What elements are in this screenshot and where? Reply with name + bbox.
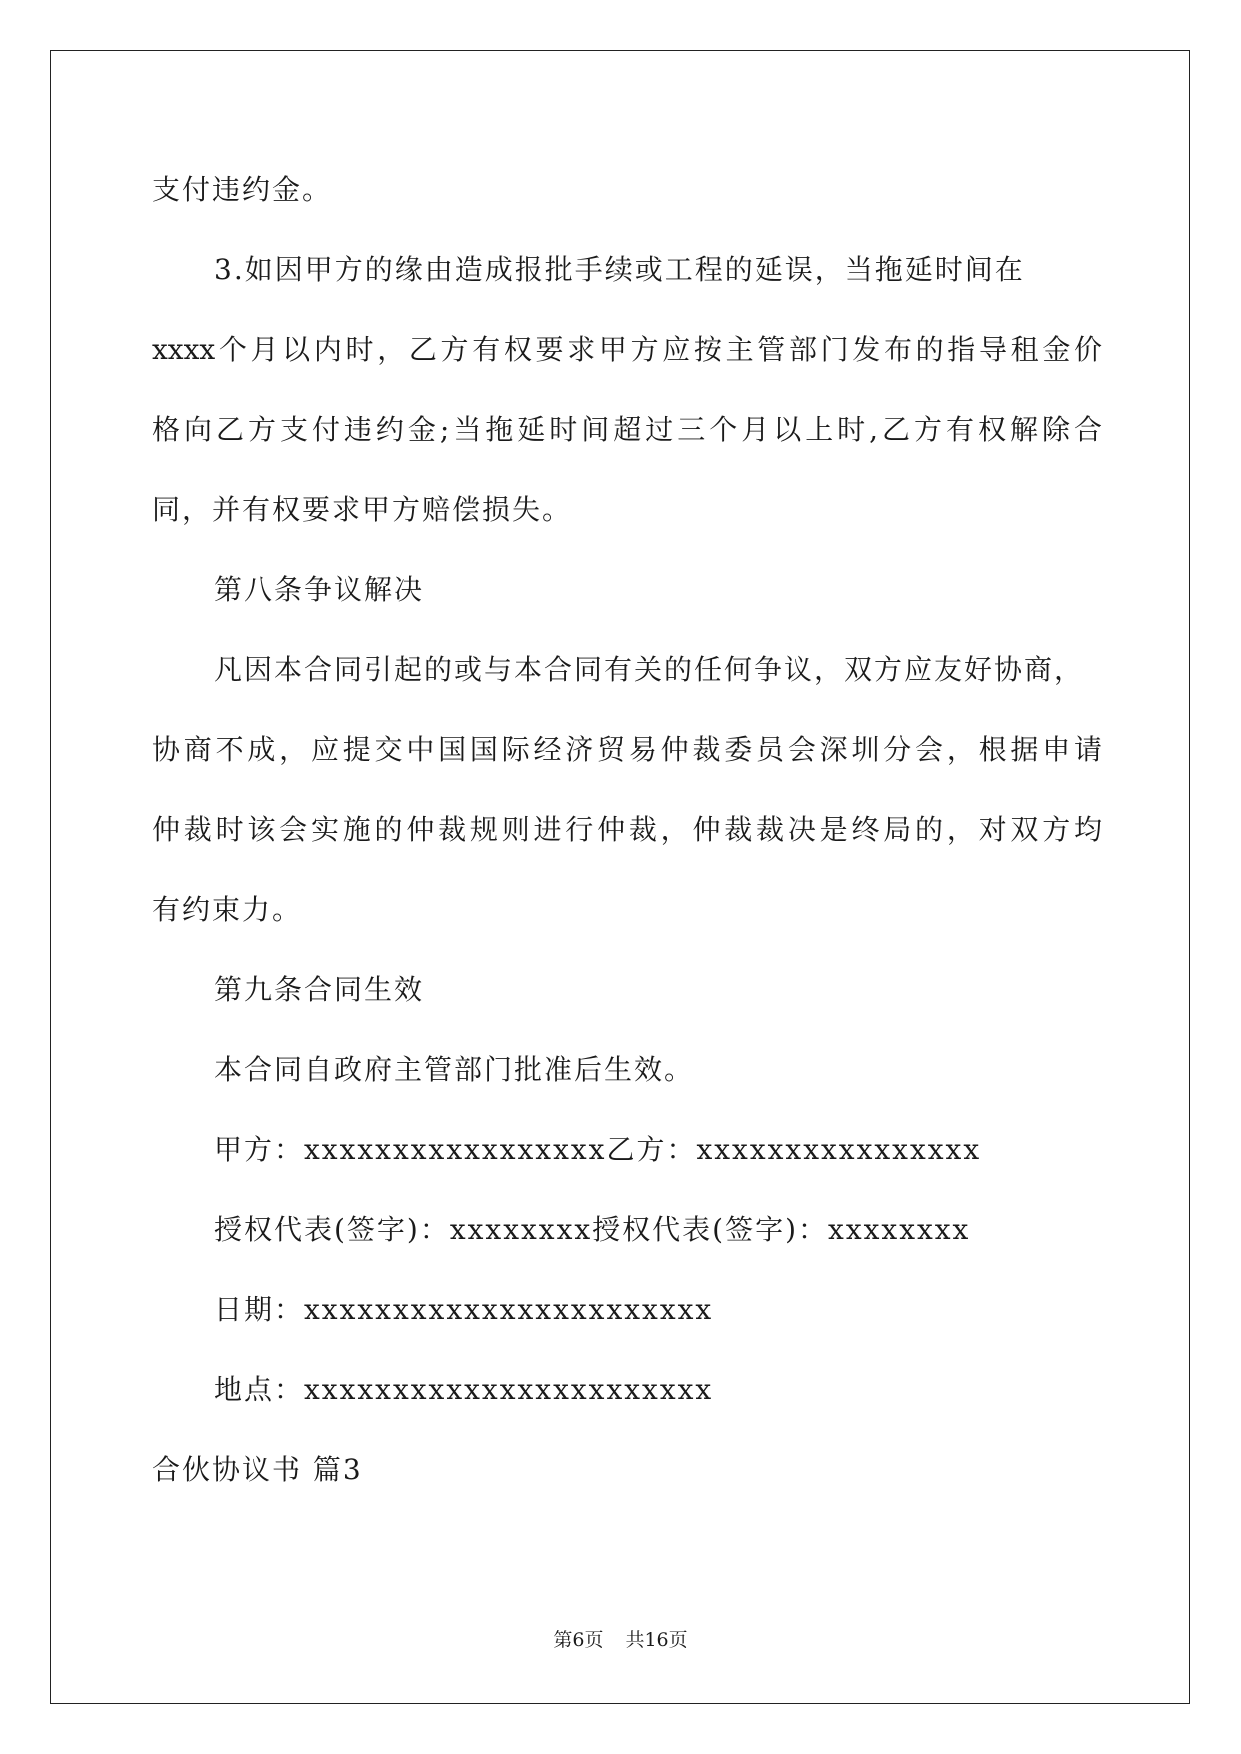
total-page-count: 共16页 (625, 1629, 688, 1651)
paragraph-line: 支付违约金。 (152, 173, 333, 206)
section-heading: 第九条合同生效 (214, 973, 425, 1006)
page-footer (0, 1627, 1241, 1653)
signature-representative-line: 授权代表(签字)：xxxxxxxx授权代表(签字)：xxxxxxxx (214, 1213, 971, 1246)
section-heading: 第八条争议解决 (214, 573, 425, 606)
signature-place-line: 地点：xxxxxxxxxxxxxxxxxxxxxxx (214, 1373, 714, 1406)
current-page-number: 第6页 (553, 1629, 604, 1651)
paragraph-line: 协商不成，应提交中国国际经济贸易仲裁委员会深圳分会，根据申请 (152, 733, 1102, 766)
paragraph-line: 有约束力。 (152, 893, 303, 926)
paragraph-line: xxxx个月以内时，乙方有权要求甲方应按主管部门发布的指导租金价 (152, 333, 1102, 366)
paragraph-line: 仲裁时该会实施的仲裁规则进行仲裁，仲裁裁决是终局的，对双方均 (152, 813, 1102, 846)
paragraph-line: 同，并有权要求甲方赔偿损失。 (152, 493, 573, 526)
paragraph-line: 本合同自政府主管部门批准后生效。 (214, 1053, 695, 1086)
signature-date-line: 日期：xxxxxxxxxxxxxxxxxxxxxxx (214, 1293, 714, 1326)
signature-party-line: 甲方：xxxxxxxxxxxxxxxxx乙方：xxxxxxxxxxxxxxxx (214, 1133, 982, 1166)
document-section-title: 合伙协议书 篇3 (152, 1453, 363, 1486)
paragraph-line: 凡因本合同引起的或与本合同有关的任何争议，双方应友好协商， (214, 653, 1085, 686)
paragraph-line: 3.如因甲方的缘由造成报批手续或工程的延误，当拖延时间在 (214, 253, 1025, 286)
paragraph-line: 格向乙方支付违约金;当拖延时间超过三个月以上时,乙方有权解除合 (152, 413, 1102, 446)
